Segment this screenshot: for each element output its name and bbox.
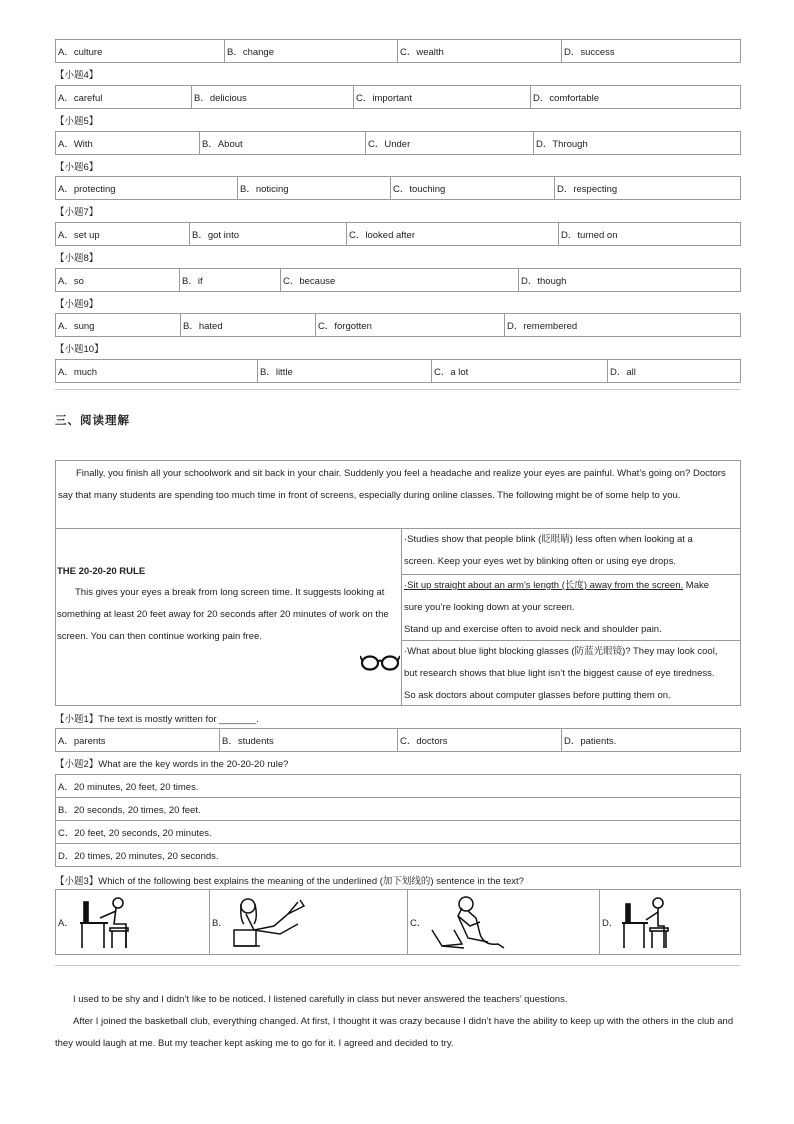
tip3-line2: but research shows that blue light isn’t the biggest cause of eye tiredness. — [404, 668, 715, 679]
rule-title: THE 20-20-20 RULE — [57, 566, 146, 577]
underlined-sentence: ·Sit up straight about an arm’s length (长度) away from the screen. — [404, 580, 684, 591]
option-c-letter: C． — [410, 918, 427, 929]
rule-text: This gives your eyes a break from long screen time. It suggests looking at something at least 20 feet away for 20 seconds after 20 minutes of work on the screen. You can then continue working pain free. — [57, 587, 389, 642]
option-c[interactable]: C．doctors — [398, 729, 562, 752]
cloze-q7-options — [55, 222, 741, 246]
question-stem: 【小题2】What are the key words in the 20-20-20 rule? — [55, 759, 289, 770]
cloze-q8-options — [55, 268, 741, 292]
option-b[interactable]: B．little — [258, 360, 432, 383]
option-b[interactable]: B．change — [225, 40, 398, 63]
cloze-q6-options — [55, 176, 741, 200]
option-b[interactable]: B．About — [200, 132, 366, 155]
option-c[interactable]: C．forgotten — [316, 314, 505, 337]
divider — [55, 389, 741, 390]
option-b-letter: B． — [212, 918, 228, 929]
tip2-line3: Stand up and exercise often to avoid neck and shoulder pain. — [404, 624, 662, 635]
person-at-desk-icon — [78, 894, 134, 955]
option-a[interactable]: A．set up — [56, 223, 190, 246]
option-d[interactable]: D．turned on — [559, 223, 741, 246]
option-a[interactable]: A．so — [56, 269, 180, 292]
tip-cell-3 — [402, 641, 740, 705]
passage-intro — [55, 460, 741, 529]
tip2-rest: Make — [683, 580, 710, 591]
option-b[interactable]: B．if — [180, 269, 281, 292]
reading-q2-options — [55, 774, 741, 867]
option-b[interactable]: B．got into — [190, 223, 347, 246]
option-d[interactable]: D．20 times, 20 minutes, 20 seconds. — [56, 844, 741, 867]
story-paragraph-1: I used to be shy and I didn’t like to be noticed. I listened carefully in class but never answered the teachers’ questions. — [73, 994, 568, 1005]
option-a[interactable]: A．With — [56, 132, 200, 155]
divider — [55, 965, 741, 966]
option-c[interactable]: C．touching — [391, 177, 555, 200]
option-d[interactable]: D．comfortable — [531, 86, 741, 109]
option-b[interactable]: B．delicious — [192, 86, 354, 109]
tip1-line2: screen. Keep your eyes wet by blinking often or using eye drops. — [404, 556, 676, 567]
option-c[interactable] — [408, 890, 600, 955]
cloze-q5-options — [55, 131, 741, 155]
tip-cell-2 — [402, 575, 740, 641]
tip3-line3: So ask doctors about computer glasses before putting them on. — [404, 690, 671, 701]
option-d[interactable] — [600, 890, 741, 955]
option-c[interactable]: C．because — [281, 269, 519, 292]
option-d[interactable]: D．though — [519, 269, 741, 292]
section-heading: 三、阅读理解 — [55, 413, 130, 427]
rule-cell — [56, 529, 402, 705]
option-c[interactable]: C．important — [354, 86, 531, 109]
man-sitting-laptop-icon — [428, 894, 508, 955]
passage-grid — [55, 528, 741, 706]
tip3-line1: ·What about blue light blocking glasses (防蓝光眼镜)? They may look cool, — [404, 646, 718, 657]
option-b[interactable]: B．hated — [181, 314, 316, 337]
reading-q1-options — [55, 728, 741, 752]
tip2-line1 — [402, 575, 740, 597]
option-a[interactable]: A．careful — [56, 86, 192, 109]
option-c[interactable]: C．20 feet, 20 seconds, 20 minutes. — [56, 821, 741, 844]
question-label: 【小题5】 — [55, 116, 99, 127]
option-d[interactable]: D．respecting — [555, 177, 741, 200]
option-a[interactable]: A．culture — [56, 40, 225, 63]
question-label: 【小题4】 — [55, 70, 99, 81]
option-d[interactable]: D．remembered — [505, 314, 741, 337]
option-a[interactable]: A．protecting — [56, 177, 238, 200]
cloze-q4-options — [55, 85, 741, 109]
option-b[interactable]: B．noticing — [238, 177, 391, 200]
option-c[interactable]: C．wealth — [398, 40, 562, 63]
passage-intro-text: Finally, you finish all your schoolwork and sit back in your chair. Suddenly you feel a headache and realize your eyes are painful. What’s going on? Doctors say that many students are spending too much time in front of screens, especially during online classes. The following might be of some help to you. — [58, 468, 726, 501]
option-c[interactable]: C．Under — [366, 132, 534, 155]
option-c[interactable]: C．a lot — [432, 360, 608, 383]
option-d[interactable]: D．Through — [534, 132, 741, 155]
option-a[interactable]: A．parents — [56, 729, 220, 752]
question-stem: 【小题1】The text is mostly written for _______. — [55, 714, 259, 725]
cloze-q9-options — [55, 313, 741, 337]
option-a[interactable]: A．20 minutes, 20 feet, 20 times. — [56, 775, 741, 798]
option-d[interactable]: D．success — [562, 40, 741, 63]
person-upright-desk-icon — [618, 894, 674, 955]
option-d-letter: D． — [602, 918, 619, 929]
option-d[interactable]: D．all — [608, 360, 741, 383]
option-b[interactable] — [210, 890, 408, 955]
question-label: 【小题10】 — [55, 344, 104, 355]
tip1-line1: ·Studies show that people blink (眨眼睛) less often when looking at a — [404, 534, 693, 545]
reading-q3-options — [55, 889, 741, 955]
option-b[interactable]: B．students — [220, 729, 398, 752]
option-d[interactable]: D．patients. — [562, 729, 741, 752]
option-a[interactable]: A．much — [56, 360, 258, 383]
question-label: 【小题7】 — [55, 207, 99, 218]
story-paragraph-2: After I joined the basketball club, everything changed. At first, I thought it was crazy because I didn’t have the ability to keep up with the others in the club and they would laugh at me. But my teacher kept asking me to go for it. I agreed and decided to try. — [55, 1016, 734, 1049]
story-passage — [55, 989, 741, 1055]
option-a-letter: A． — [58, 918, 74, 929]
tip2-line2: sure you’re looking down at your screen. — [404, 602, 575, 613]
tip-cell-1 — [402, 529, 740, 575]
cloze-q10-options — [55, 359, 741, 383]
cloze-q3-options — [55, 39, 741, 63]
glasses-icon — [360, 650, 400, 677]
question-label: 【小题6】 — [55, 162, 99, 173]
option-c[interactable]: C．looked after — [347, 223, 559, 246]
girl-lying-laptop-icon — [228, 894, 312, 955]
option-b[interactable]: B．20 seconds, 20 times, 20 feet. — [56, 798, 741, 821]
option-a[interactable] — [56, 890, 210, 955]
question-label: 【小题9】 — [55, 299, 99, 310]
question-stem: 【小题3】Which of the following best explains the meaning of the underlined (加下划线的) sentence in the text? — [55, 876, 524, 887]
option-a[interactable]: A．sung — [56, 314, 181, 337]
question-label: 【小题8】 — [55, 253, 99, 264]
